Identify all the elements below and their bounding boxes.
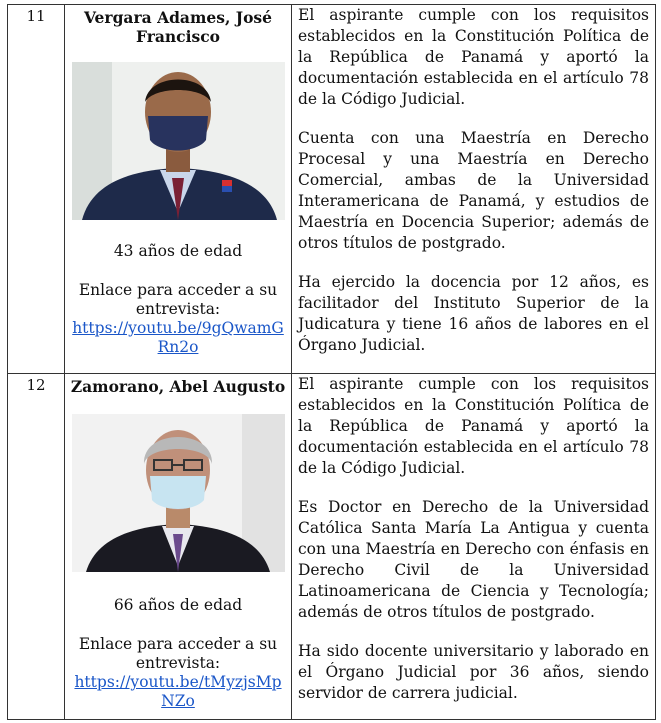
table-row <box>8 5 656 374</box>
candidate-age: 66 años de edad <box>113 596 243 614</box>
interview-link[interactable]: https://youtu.be/9gQwamGRn2o <box>72 319 284 356</box>
description-cell <box>292 374 656 720</box>
description-paragraph: Ha sido docente universitario y laborado en el Órgano Judicial por 36 años, siendo servidor de carrera judicial. <box>298 642 649 702</box>
link-label: Enlace para acceder a su entrevista: <box>78 635 278 672</box>
candidate-age: 43 años de edad <box>113 242 243 260</box>
row-number: 12 <box>26 376 46 394</box>
description-paragraph: Es Doctor en Derecho de la Universidad Católica Santa María La Antigua y cuenta con una Maestría en Derecho con énfasis en Derecho Civil de la Universidad Latinoamericana de Ciencia y Tecnología; además de otros títulos de postgrado. <box>298 498 649 621</box>
candidate-cell <box>65 374 292 720</box>
description-paragraph: El aspirante cumple con los requisitos establecidos en la Constitución Política de la República de Panamá y aportó la documentación establecida en el artículo 78 de la Código Judicial. <box>298 6 649 108</box>
description-paragraph: Cuenta con una Maestría en Derecho Procesal y una Maestría en Derecho Comercial, ambas de la Universidad Interamericana de Panamá, y estudios de Maestría en Docencia Superior; además de otros títulos de postgrado. <box>298 129 649 252</box>
row-number: 11 <box>26 7 46 25</box>
description-paragraph: El aspirante cumple con los requisitos establecidos en la Constitución Política de la República de Panamá y aportó la documentación establecida en el artículo 78 de la Código Judicial. <box>298 375 649 477</box>
interview-link[interactable]: https://youtu.be/tMyzjsMpNZo <box>74 673 282 710</box>
table-row <box>8 374 656 720</box>
candidate-name: Zamorano, Abel Augusto <box>70 377 286 396</box>
candidate-name: Vergara Adames, José Francisco <box>83 8 273 46</box>
candidate-photo <box>72 414 285 572</box>
link-label: Enlace para acceder a su entrevista: <box>78 281 278 318</box>
description-cell <box>292 5 656 374</box>
candidate-cell <box>65 5 292 374</box>
candidate-photo <box>72 62 285 220</box>
description-paragraph: Ha ejercido la docencia por 12 años, es facilitador del Instituto Superior de la Judicatura y tiene 16 años de labores en el Órgano Judicial. <box>298 273 649 354</box>
row-number-cell <box>8 374 65 720</box>
candidates-table <box>7 4 656 720</box>
row-number-cell <box>8 5 65 374</box>
